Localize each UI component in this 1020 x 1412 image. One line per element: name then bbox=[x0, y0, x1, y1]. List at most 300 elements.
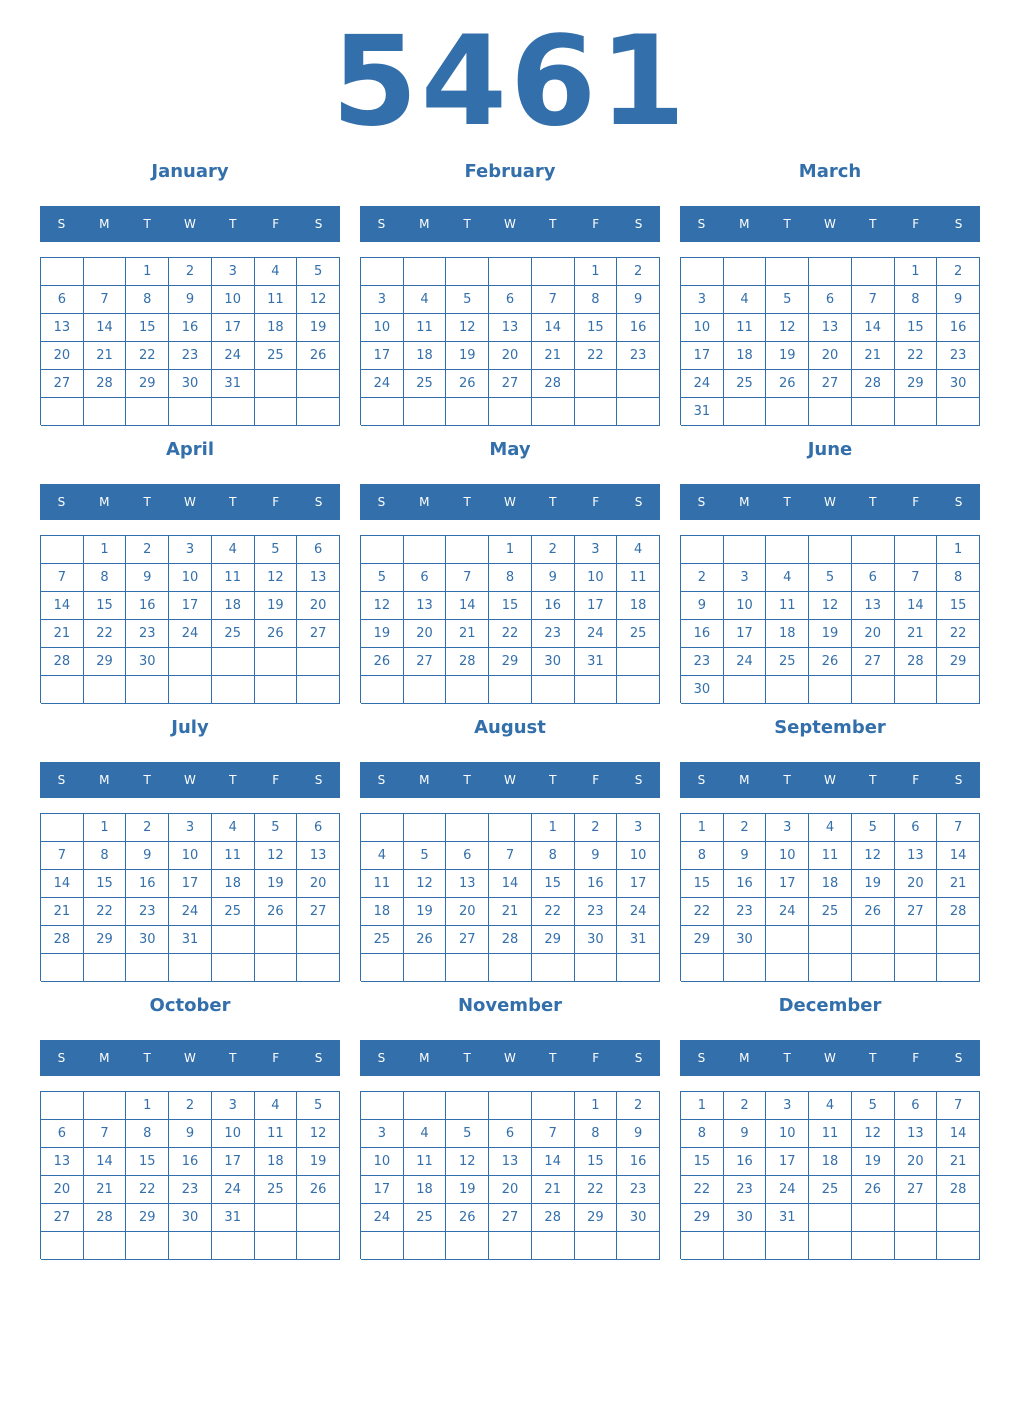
empty-day-cell bbox=[212, 676, 255, 704]
day-cell: 26 bbox=[446, 1204, 489, 1232]
day-cell: 4 bbox=[404, 1120, 447, 1148]
empty-day-cell bbox=[361, 1092, 404, 1120]
day-cell: 13 bbox=[852, 592, 895, 620]
day-cell: 30 bbox=[937, 370, 980, 398]
empty-day-cell bbox=[489, 954, 532, 982]
day-cell: 31 bbox=[766, 1204, 809, 1232]
empty-day-cell bbox=[724, 1232, 767, 1260]
day-cell: 18 bbox=[212, 592, 255, 620]
day-cell: 3 bbox=[361, 286, 404, 314]
day-cell: 5 bbox=[446, 1120, 489, 1148]
empty-day-cell bbox=[255, 676, 298, 704]
empty-day-cell bbox=[255, 370, 298, 398]
day-cell: 14 bbox=[895, 592, 938, 620]
day-cell: 8 bbox=[575, 1120, 618, 1148]
day-cell: 1 bbox=[937, 536, 980, 564]
weekday-label: T bbox=[869, 495, 877, 509]
weekday-label: S bbox=[634, 773, 643, 787]
day-cell: 8 bbox=[84, 842, 127, 870]
day-cell: 10 bbox=[169, 842, 212, 870]
empty-day-cell bbox=[126, 398, 169, 426]
month-name: May bbox=[489, 439, 531, 460]
day-cell: 29 bbox=[489, 648, 532, 676]
day-cell: 23 bbox=[937, 342, 980, 370]
day-cell: 17 bbox=[361, 342, 404, 370]
day-cell: 21 bbox=[489, 898, 532, 926]
empty-day-cell bbox=[255, 954, 298, 982]
empty-day-cell bbox=[255, 926, 298, 954]
empty-day-cell bbox=[255, 1204, 298, 1232]
empty-day-cell bbox=[937, 676, 980, 704]
day-cell: 1 bbox=[84, 814, 127, 842]
day-cell: 2 bbox=[617, 258, 660, 286]
day-cell: 26 bbox=[297, 1176, 340, 1204]
weekday-label: M bbox=[99, 495, 110, 509]
day-cell: 6 bbox=[895, 814, 938, 842]
day-cell: 14 bbox=[41, 870, 84, 898]
empty-day-cell bbox=[404, 676, 447, 704]
day-cell: 26 bbox=[852, 898, 895, 926]
day-cell: 30 bbox=[126, 926, 169, 954]
day-cell: 19 bbox=[404, 898, 447, 926]
weekday-header bbox=[360, 206, 660, 242]
month-name: July bbox=[171, 717, 209, 738]
day-cell: 23 bbox=[169, 1176, 212, 1204]
day-cell: 16 bbox=[126, 592, 169, 620]
day-cell: 15 bbox=[84, 592, 127, 620]
day-cell: 8 bbox=[532, 842, 575, 870]
day-cell: 21 bbox=[84, 1176, 127, 1204]
weekday-label: M bbox=[739, 495, 750, 509]
day-cell: 25 bbox=[617, 620, 660, 648]
empty-day-cell bbox=[895, 926, 938, 954]
day-cell: 29 bbox=[532, 926, 575, 954]
day-cell: 5 bbox=[852, 1092, 895, 1120]
day-cell: 6 bbox=[41, 1120, 84, 1148]
day-cell: 21 bbox=[532, 1176, 575, 1204]
weekday-label: W bbox=[824, 1051, 836, 1065]
day-cell: 19 bbox=[446, 1176, 489, 1204]
day-cell: 12 bbox=[852, 1120, 895, 1148]
empty-day-cell bbox=[169, 954, 212, 982]
empty-day-cell bbox=[937, 926, 980, 954]
day-cell: 13 bbox=[41, 314, 84, 342]
day-cell: 13 bbox=[297, 842, 340, 870]
empty-day-cell bbox=[404, 814, 447, 842]
day-cell: 14 bbox=[937, 842, 980, 870]
weekday-label: F bbox=[272, 217, 280, 231]
weekday-label: M bbox=[739, 1051, 750, 1065]
weekday-label: W bbox=[824, 217, 836, 231]
day-cell: 18 bbox=[617, 592, 660, 620]
month-name: October bbox=[149, 995, 231, 1016]
day-cell: 30 bbox=[532, 648, 575, 676]
day-cell: 28 bbox=[41, 648, 84, 676]
empty-day-cell bbox=[169, 398, 212, 426]
day-cell: 12 bbox=[809, 592, 852, 620]
day-cell: 31 bbox=[575, 648, 618, 676]
day-cell: 15 bbox=[575, 314, 618, 342]
day-cell: 20 bbox=[41, 342, 84, 370]
days-grid bbox=[40, 257, 340, 425]
day-cell: 27 bbox=[895, 898, 938, 926]
day-cell: 28 bbox=[446, 648, 489, 676]
day-cell: 27 bbox=[489, 1204, 532, 1232]
month-name: February bbox=[464, 161, 556, 182]
weekday-label: F bbox=[592, 217, 600, 231]
empty-day-cell bbox=[532, 398, 575, 426]
day-cell: 7 bbox=[937, 1092, 980, 1120]
day-cell: 26 bbox=[766, 370, 809, 398]
empty-day-cell bbox=[41, 676, 84, 704]
weekday-label: S bbox=[314, 217, 323, 231]
weekday-label: S bbox=[377, 1051, 386, 1065]
empty-day-cell bbox=[766, 258, 809, 286]
day-cell: 5 bbox=[852, 814, 895, 842]
day-cell: 26 bbox=[255, 620, 298, 648]
empty-day-cell bbox=[852, 954, 895, 982]
day-cell: 22 bbox=[489, 620, 532, 648]
empty-day-cell bbox=[532, 954, 575, 982]
day-cell: 18 bbox=[809, 870, 852, 898]
day-cell: 4 bbox=[766, 564, 809, 592]
day-cell: 9 bbox=[617, 286, 660, 314]
days-grid bbox=[40, 535, 340, 703]
empty-day-cell bbox=[126, 954, 169, 982]
month-name: September bbox=[774, 717, 886, 738]
day-cell: 9 bbox=[617, 1120, 660, 1148]
days-grid bbox=[680, 257, 980, 425]
day-cell: 8 bbox=[489, 564, 532, 592]
day-cell: 11 bbox=[212, 564, 255, 592]
day-cell: 19 bbox=[361, 620, 404, 648]
empty-day-cell bbox=[809, 676, 852, 704]
day-cell: 29 bbox=[575, 1204, 618, 1232]
day-cell: 7 bbox=[852, 286, 895, 314]
day-cell: 1 bbox=[84, 536, 127, 564]
day-cell: 3 bbox=[212, 1092, 255, 1120]
empty-day-cell bbox=[724, 536, 767, 564]
day-cell: 9 bbox=[169, 286, 212, 314]
weekday-label: S bbox=[954, 1051, 963, 1065]
empty-day-cell bbox=[297, 926, 340, 954]
day-cell: 7 bbox=[532, 1120, 575, 1148]
empty-day-cell bbox=[212, 1232, 255, 1260]
day-cell: 19 bbox=[852, 1148, 895, 1176]
day-cell: 9 bbox=[724, 1120, 767, 1148]
weekday-label: F bbox=[592, 1051, 600, 1065]
day-cell: 20 bbox=[41, 1176, 84, 1204]
day-cell: 24 bbox=[169, 620, 212, 648]
day-cell: 30 bbox=[169, 370, 212, 398]
weekday-label: F bbox=[272, 773, 280, 787]
empty-day-cell bbox=[446, 676, 489, 704]
empty-day-cell bbox=[937, 954, 980, 982]
day-cell: 6 bbox=[852, 564, 895, 592]
empty-day-cell bbox=[361, 398, 404, 426]
day-cell: 14 bbox=[852, 314, 895, 342]
day-cell: 3 bbox=[575, 536, 618, 564]
day-cell: 27 bbox=[41, 370, 84, 398]
day-cell: 20 bbox=[489, 342, 532, 370]
day-cell: 21 bbox=[41, 898, 84, 926]
day-cell: 8 bbox=[126, 1120, 169, 1148]
day-cell: 28 bbox=[937, 898, 980, 926]
weekday-label: M bbox=[419, 495, 430, 509]
empty-day-cell bbox=[937, 1204, 980, 1232]
day-cell: 13 bbox=[809, 314, 852, 342]
empty-day-cell bbox=[895, 954, 938, 982]
day-cell: 3 bbox=[169, 814, 212, 842]
day-cell: 7 bbox=[532, 286, 575, 314]
weekday-label: M bbox=[419, 1051, 430, 1065]
day-cell: 14 bbox=[937, 1120, 980, 1148]
day-cell: 20 bbox=[489, 1176, 532, 1204]
month-name: April bbox=[165, 439, 215, 460]
day-cell: 11 bbox=[212, 842, 255, 870]
weekday-label: F bbox=[912, 495, 920, 509]
day-cell: 2 bbox=[937, 258, 980, 286]
days-grid bbox=[680, 813, 980, 981]
day-cell: 15 bbox=[937, 592, 980, 620]
days-grid bbox=[680, 535, 980, 703]
weekday-label: T bbox=[229, 495, 237, 509]
day-cell: 10 bbox=[575, 564, 618, 592]
day-cell: 2 bbox=[532, 536, 575, 564]
day-cell: 21 bbox=[532, 342, 575, 370]
day-cell: 18 bbox=[255, 314, 298, 342]
day-cell: 12 bbox=[255, 564, 298, 592]
empty-day-cell bbox=[852, 926, 895, 954]
empty-day-cell bbox=[446, 398, 489, 426]
weekday-label: S bbox=[377, 495, 386, 509]
day-cell: 9 bbox=[532, 564, 575, 592]
empty-day-cell bbox=[895, 1232, 938, 1260]
weekday-label: S bbox=[634, 495, 643, 509]
empty-day-cell bbox=[297, 370, 340, 398]
day-cell: 28 bbox=[84, 370, 127, 398]
empty-day-cell bbox=[41, 1092, 84, 1120]
day-cell: 3 bbox=[361, 1120, 404, 1148]
day-cell: 19 bbox=[297, 314, 340, 342]
empty-day-cell bbox=[169, 1232, 212, 1260]
day-cell: 18 bbox=[255, 1148, 298, 1176]
weekday-header bbox=[680, 206, 980, 242]
day-cell: 22 bbox=[84, 620, 127, 648]
weekday-label: T bbox=[143, 1051, 151, 1065]
day-cell: 6 bbox=[895, 1092, 938, 1120]
day-cell: 2 bbox=[126, 814, 169, 842]
day-cell: 25 bbox=[809, 1176, 852, 1204]
day-cell: 13 bbox=[404, 592, 447, 620]
empty-day-cell bbox=[212, 398, 255, 426]
day-cell: 7 bbox=[446, 564, 489, 592]
day-cell: 13 bbox=[489, 1148, 532, 1176]
empty-day-cell bbox=[212, 954, 255, 982]
day-cell: 9 bbox=[126, 842, 169, 870]
day-cell: 19 bbox=[809, 620, 852, 648]
day-cell: 2 bbox=[724, 1092, 767, 1120]
weekday-label: S bbox=[697, 495, 706, 509]
weekday-label: T bbox=[549, 217, 557, 231]
day-cell: 16 bbox=[532, 592, 575, 620]
day-cell: 2 bbox=[169, 1092, 212, 1120]
day-cell: 31 bbox=[617, 926, 660, 954]
empty-day-cell bbox=[895, 536, 938, 564]
day-cell: 25 bbox=[724, 370, 767, 398]
weekday-label: T bbox=[463, 773, 471, 787]
day-cell: 17 bbox=[575, 592, 618, 620]
weekday-label: F bbox=[912, 1051, 920, 1065]
empty-day-cell bbox=[532, 258, 575, 286]
empty-day-cell bbox=[937, 1232, 980, 1260]
empty-day-cell bbox=[126, 1232, 169, 1260]
empty-day-cell bbox=[766, 398, 809, 426]
day-cell: 30 bbox=[724, 926, 767, 954]
empty-day-cell bbox=[404, 536, 447, 564]
day-cell: 22 bbox=[84, 898, 127, 926]
weekday-header bbox=[360, 484, 660, 520]
empty-day-cell bbox=[212, 926, 255, 954]
day-cell: 23 bbox=[724, 898, 767, 926]
empty-day-cell bbox=[297, 1204, 340, 1232]
day-cell: 13 bbox=[489, 314, 532, 342]
day-cell: 20 bbox=[809, 342, 852, 370]
weekday-label: F bbox=[272, 495, 280, 509]
day-cell: 22 bbox=[681, 898, 724, 926]
empty-day-cell bbox=[532, 1232, 575, 1260]
weekday-label: T bbox=[869, 217, 877, 231]
day-cell: 14 bbox=[84, 314, 127, 342]
weekday-label: W bbox=[184, 773, 196, 787]
day-cell: 10 bbox=[169, 564, 212, 592]
day-cell: 4 bbox=[404, 286, 447, 314]
day-cell: 15 bbox=[126, 1148, 169, 1176]
empty-day-cell bbox=[84, 676, 127, 704]
day-cell: 1 bbox=[895, 258, 938, 286]
weekday-label: W bbox=[184, 495, 196, 509]
day-cell: 19 bbox=[766, 342, 809, 370]
empty-day-cell bbox=[169, 648, 212, 676]
weekday-label: M bbox=[99, 217, 110, 231]
weekday-label: S bbox=[954, 773, 963, 787]
day-cell: 8 bbox=[681, 1120, 724, 1148]
day-cell: 24 bbox=[169, 898, 212, 926]
day-cell: 11 bbox=[255, 286, 298, 314]
day-cell: 8 bbox=[84, 564, 127, 592]
day-cell: 17 bbox=[766, 870, 809, 898]
day-cell: 28 bbox=[532, 1204, 575, 1232]
weekday-label: W bbox=[504, 1051, 516, 1065]
day-cell: 31 bbox=[681, 398, 724, 426]
day-cell: 6 bbox=[446, 842, 489, 870]
day-cell: 23 bbox=[532, 620, 575, 648]
day-cell: 17 bbox=[724, 620, 767, 648]
weekday-label: W bbox=[504, 217, 516, 231]
empty-day-cell bbox=[84, 1232, 127, 1260]
day-cell: 28 bbox=[937, 1176, 980, 1204]
empty-day-cell bbox=[681, 954, 724, 982]
day-cell: 1 bbox=[575, 1092, 618, 1120]
empty-day-cell bbox=[404, 258, 447, 286]
day-cell: 13 bbox=[41, 1148, 84, 1176]
empty-day-cell bbox=[617, 648, 660, 676]
day-cell: 29 bbox=[681, 1204, 724, 1232]
day-cell: 19 bbox=[255, 870, 298, 898]
month-name: December bbox=[778, 995, 882, 1016]
day-cell: 22 bbox=[681, 1176, 724, 1204]
weekday-label: W bbox=[824, 495, 836, 509]
weekday-label: S bbox=[634, 217, 643, 231]
day-cell: 12 bbox=[404, 870, 447, 898]
weekday-label: S bbox=[314, 495, 323, 509]
day-cell: 10 bbox=[681, 314, 724, 342]
month-name: March bbox=[798, 161, 862, 182]
weekday-label: S bbox=[57, 217, 66, 231]
days-grid bbox=[360, 1091, 660, 1259]
day-cell: 29 bbox=[84, 926, 127, 954]
empty-day-cell bbox=[937, 398, 980, 426]
weekday-label: S bbox=[954, 495, 963, 509]
day-cell: 5 bbox=[766, 286, 809, 314]
day-cell: 27 bbox=[852, 648, 895, 676]
day-cell: 17 bbox=[212, 1148, 255, 1176]
empty-day-cell bbox=[809, 398, 852, 426]
days-grid bbox=[40, 1091, 340, 1259]
weekday-label: T bbox=[549, 1051, 557, 1065]
weekday-label: T bbox=[229, 1051, 237, 1065]
day-cell: 15 bbox=[84, 870, 127, 898]
day-cell: 26 bbox=[852, 1176, 895, 1204]
day-cell: 1 bbox=[681, 814, 724, 842]
weekday-label: M bbox=[99, 773, 110, 787]
empty-day-cell bbox=[84, 398, 127, 426]
weekday-label: F bbox=[592, 495, 600, 509]
day-cell: 12 bbox=[255, 842, 298, 870]
weekday-label: S bbox=[634, 1051, 643, 1065]
day-cell: 30 bbox=[575, 926, 618, 954]
day-cell: 24 bbox=[212, 1176, 255, 1204]
day-cell: 25 bbox=[212, 898, 255, 926]
empty-day-cell bbox=[681, 258, 724, 286]
day-cell: 10 bbox=[766, 1120, 809, 1148]
day-cell: 12 bbox=[297, 286, 340, 314]
empty-day-cell bbox=[169, 676, 212, 704]
day-cell: 24 bbox=[724, 648, 767, 676]
empty-day-cell bbox=[895, 1204, 938, 1232]
day-cell: 29 bbox=[937, 648, 980, 676]
day-cell: 24 bbox=[575, 620, 618, 648]
weekday-label: S bbox=[697, 1051, 706, 1065]
day-cell: 4 bbox=[255, 258, 298, 286]
weekday-label: S bbox=[954, 217, 963, 231]
empty-day-cell bbox=[766, 536, 809, 564]
weekday-header bbox=[40, 206, 340, 242]
empty-day-cell bbox=[446, 1092, 489, 1120]
day-cell: 4 bbox=[809, 814, 852, 842]
weekday-label: S bbox=[377, 217, 386, 231]
day-cell: 26 bbox=[361, 648, 404, 676]
weekday-label: T bbox=[783, 495, 791, 509]
day-cell: 21 bbox=[937, 870, 980, 898]
empty-day-cell bbox=[255, 398, 298, 426]
day-cell: 28 bbox=[532, 370, 575, 398]
day-cell: 6 bbox=[297, 814, 340, 842]
day-cell: 3 bbox=[212, 258, 255, 286]
weekday-label: S bbox=[314, 1051, 323, 1065]
day-cell: 8 bbox=[575, 286, 618, 314]
day-cell: 3 bbox=[617, 814, 660, 842]
